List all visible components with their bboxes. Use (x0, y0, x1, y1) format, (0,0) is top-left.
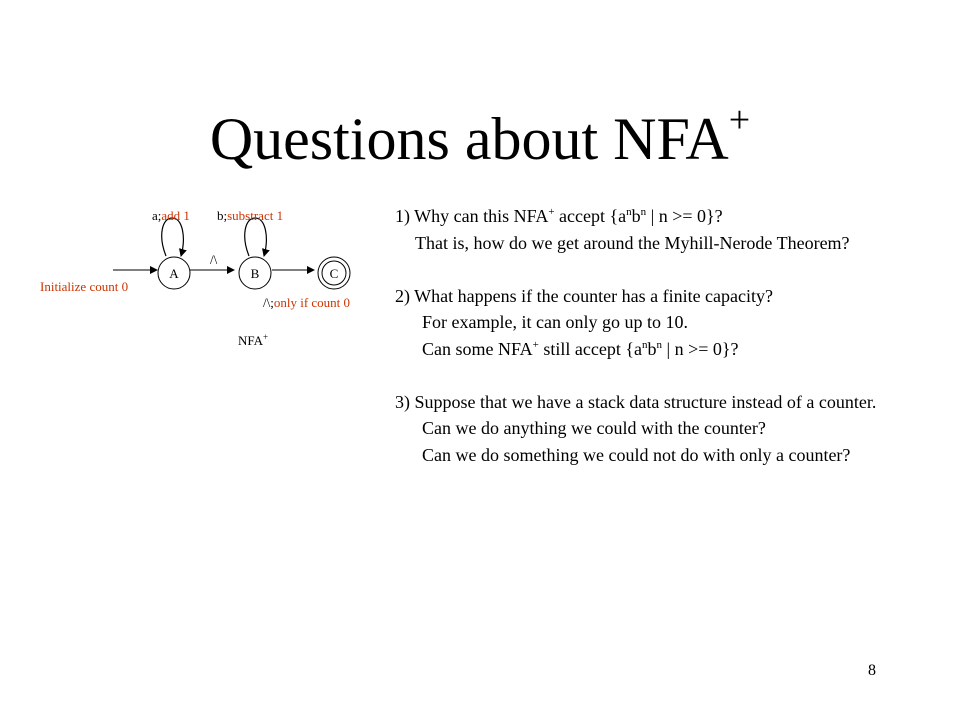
q1-text-c: b (631, 206, 641, 226)
transition-ab-label: /\ (210, 252, 218, 267)
question-1-line-1 (395, 203, 955, 230)
state-c-label: C (329, 266, 339, 281)
question-3-line-1: 3) Suppose that we have a stack data structure instead of a counter. (395, 391, 877, 412)
transition-bc-label (263, 295, 350, 310)
q2-text-d: | n >= 0}? (662, 338, 739, 359)
diagram-caption (238, 332, 268, 348)
question-3-line-3: Can we do something we could not do with only a counter? (422, 444, 851, 465)
q2-sup-plus: + (532, 338, 539, 351)
transition-bc-label-prefix: /\; (263, 295, 274, 310)
self-loop-b (245, 218, 267, 256)
question-2-line-3 (395, 336, 955, 363)
start-label: Initialize count 0 (40, 279, 129, 294)
question-spacer-1 (395, 256, 955, 283)
q1-text-b: accept {a (554, 206, 627, 226)
questions-block (395, 203, 955, 468)
q2-text-a: Can some NFA (422, 338, 533, 359)
question-2-line-1: 2) What happens if the counter has a finite capacity? (395, 285, 774, 306)
loop-a-label (152, 208, 190, 223)
q1-sup-n-1: n (626, 206, 632, 218)
slide-title-text: Questions about NFA (209, 106, 729, 172)
q2-sup-n-1: n (642, 338, 648, 351)
loop-a-label-action: add 1 (161, 208, 190, 223)
loop-b-label-action: substract 1 (227, 208, 284, 223)
page-number: 8 (868, 662, 876, 679)
question-1-line-2: That is, how do we get around the Myhill-Nerode Theorem? (415, 232, 850, 253)
question-2-line-2: For example, it can only go up to 10. (422, 312, 688, 332)
q1-text-a: 1) Why can this NFA (395, 206, 549, 226)
q1-sup-plus: + (548, 206, 555, 218)
self-loop-a (162, 218, 184, 256)
loop-b-label (217, 208, 283, 223)
diagram-caption-sup: + (263, 332, 269, 342)
loop-b-label-prefix: b; (217, 208, 228, 223)
diagram-caption-text: NFA (238, 333, 264, 348)
state-a-label: A (169, 266, 179, 281)
q1-sup-n-2: n (640, 206, 647, 218)
q2-text-b: still accept {a (538, 338, 642, 359)
q1-text-d: | n >= 0}? (646, 206, 723, 226)
slide-title-superscript: + (728, 99, 751, 141)
question-3-line-2: Can we do anything we could with the counter? (422, 418, 766, 438)
question-spacer-2 (395, 362, 955, 389)
q2-sup-n-2: n (656, 338, 662, 351)
loop-a-label-prefix: a; (152, 208, 162, 223)
transition-bc-label-action: only if count 0 (273, 295, 351, 310)
q2-text-c: b (647, 338, 657, 359)
state-b-label: B (250, 266, 260, 281)
